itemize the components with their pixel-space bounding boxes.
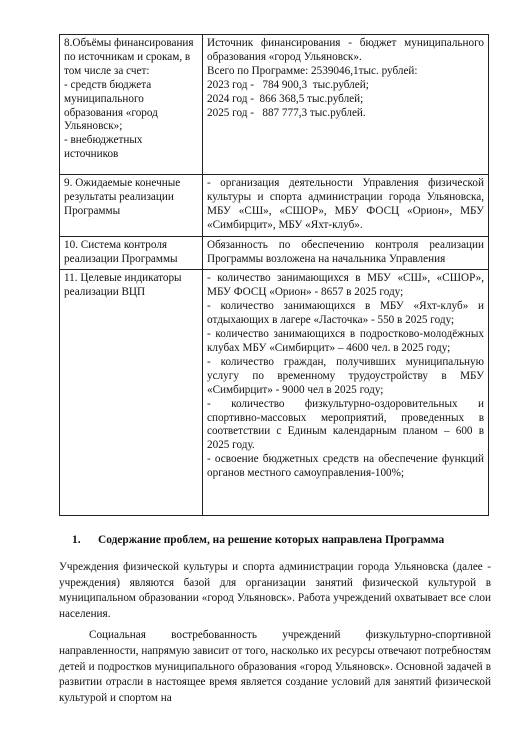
value-line: 2025 год - 887 777,3 тыс.рублей. [207,106,366,119]
paragraph: Социальная востребованность учреждений физкультурно-спортивной направленности, напрямую зависит от того, насколько их ресурсы отвечают потребностям детей и подростков муниципального образования «город Ульяновск». Основной задачей в развитии отрасли в настоящее время является создание условий для занятий физической культурой и спортом на [59,629,491,704]
table-row [60,270,489,516]
value-line: - количество занимающихся в МБУ «СШ», «СШОР», МБУ ФОСЦ «Орион» - 8657 в 2025 году; [207,272,484,299]
row-value [203,175,489,237]
section-body [59,560,491,706]
table-row [60,236,489,270]
paragraph: Учреждения физической культуры и спорта администрации города Ульяновска (далее - учреждения) являются базой для организации занятий физической культурой в муниципальном образовании «город Ульяновск». Работа учреждений охватывает все слои населения. [59,561,491,620]
value-line: - количество занимающихся в МБУ «Яхт-клуб» и отдыхающих в лагере «Ласточка» - 550 в 2025 году; [207,300,484,327]
value-line: 2023 год - 784 900,3 тыс.рублей; [207,78,369,91]
row-value [203,35,489,175]
value-line: Обязанность по обеспечению контроля реализации Программы возложена на начальника Управления [207,238,484,265]
value-line: Источник финансирования - бюджет муниципального образования «город Ульяновск». [207,37,484,63]
row-label [60,270,203,516]
label-text: 9. Ожидаемые конечные результаты реализации Программы [64,177,181,217]
section-number: 1. [72,534,81,546]
row-value [203,236,489,270]
value-line: - организация деятельности Управления физической культуры и спорта администрации города Ульяновска, МБУ «СШ», «СШОР», МБУ ФОСЦ «Орион», МБУ «Симбирцит», МБУ «Яхт-клуб». [207,177,484,231]
row-label [60,35,203,175]
value-line: - количество занимающихся в подростково-молодёжных клубах МБУ «Симбирцит» – 4600 чел. в 2025 году; [207,328,484,354]
value-line: - количество граждан, получивших муниципальную услугу по временному трудоустройству в МБУ «Симбирцит» - 9000 чел в 2025 году; [207,355,484,396]
row-value [203,270,489,516]
section-heading [72,534,492,546]
label-text: 10. Система контроля реализации Программы [64,238,178,265]
table-row [60,175,489,237]
value-line: - освоение бюджетных средств на обеспечение функций органов местного самоуправления-100%; [207,453,484,480]
value-line: 2024 год - 866 368,5 тыс.рублей; [207,92,364,105]
row-label [60,175,203,237]
value-line: Всего по Программе: 2539046,1тыс. рублей: [207,64,418,77]
value-line: - количество физкультурно-оздоровительных и спортивно-массовых мероприятий, проведенных в соответствии с Единым календарным планом – 600 в 2025 году. [207,397,484,452]
section-title: Содержание проблем, на решение которых направлена Программа [98,534,445,546]
row-label [60,236,203,270]
program-passport-table [59,34,489,516]
label-text: 11. Целевые индикаторы реализации ВЦП [64,272,182,299]
table-row [60,35,489,175]
label-text: 8.Объёмы финансирования по источникам и срокам, в том числе за счет: - средств бюджета муниципального образования «город Ульяновск»; - внебюджетных источников [64,37,194,161]
